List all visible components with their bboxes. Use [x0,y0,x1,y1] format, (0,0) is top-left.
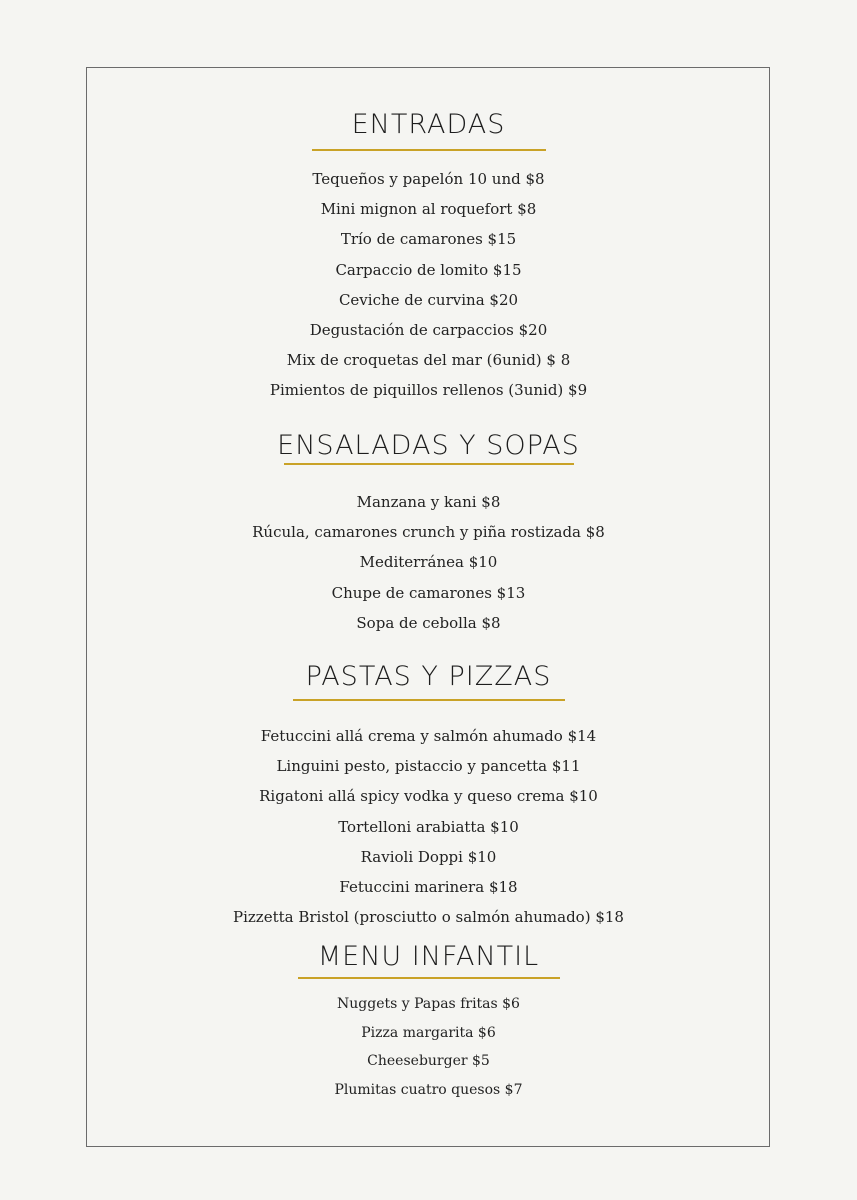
section-pastas-y-pizzas [0,660,857,932]
menu-item: Tortelloni arabiatta $10 [338,817,519,836]
menu-item: Manzana y kani $8 [356,493,501,511]
section-underline [298,977,560,979]
menu-item: Rigatoni allá spicy vodka y queso crema $10 [259,787,598,806]
section-underline [284,463,574,465]
section-underline [312,149,546,151]
section-title-menu-infantil: MENU INFANTIL [317,941,540,972]
section-ensaladas-y-sopas [0,429,857,638]
section-title-entradas: ENTRADAS [351,109,506,140]
menu-item: Carpaccio de lomito $15 [335,260,522,279]
section-menu-infantil [0,940,857,1104]
menu-item: Mix de croquetas del mar (6unid) $ 8 [286,351,571,370]
item-list-menu-infantil [0,990,857,1104]
menu-item: Sopa de cebolla $8 [356,613,501,632]
menu-item: Nuggets y Papas fritas $6 [337,996,520,1012]
menu-item: Pizza margarita $6 [361,1024,496,1041]
menu-item: Plumitas cuatro quesos $7 [334,1081,523,1098]
item-list-entradas [0,164,857,406]
item-list-pastas-y-pizzas [0,721,857,932]
menu-item: Mediterránea $10 [359,553,498,572]
menu-item: Ravioli Doppi $10 [360,847,497,866]
menu-item: Cheeseburger $5 [367,1053,490,1069]
menu-item: Fetuccini marinera $18 [339,878,518,897]
item-list-ensaladas-y-sopas [0,487,857,638]
section-entradas [0,108,857,406]
menu-item: Ceviche de curvina $20 [338,290,519,309]
menu-item: Chupe de camarones $13 [331,583,526,602]
menu-item: Rúcula, camarones crunch y piña rostizada $8 [252,523,605,542]
menu-item: Trío de camarones $15 [340,230,517,249]
menu-item: Fetuccini allá crema y salmón ahumado $14 [260,727,597,745]
section-title-ensaladas-y-sopas: ENSALADAS Y SOPAS [277,430,580,461]
menu-item: Mini mignon al roquefort $8 [320,200,537,219]
section-title-pastas-y-pizzas: PASTAS Y PIZZAS [305,661,552,692]
menu-item: Degustación de carpaccios $20 [309,321,548,340]
section-underline [293,699,565,701]
menu-item: Pizzetta Bristol (prosciutto o salmón ahumado) $18 [233,908,624,927]
menu-item: Tequeños y papelón 10 und $8 [312,170,545,188]
menu-item: Pimientos de piquillos rellenos (3unid) $9 [269,381,588,400]
menu-item: Linguini pesto, pistaccio y pancetta $11 [276,757,581,776]
